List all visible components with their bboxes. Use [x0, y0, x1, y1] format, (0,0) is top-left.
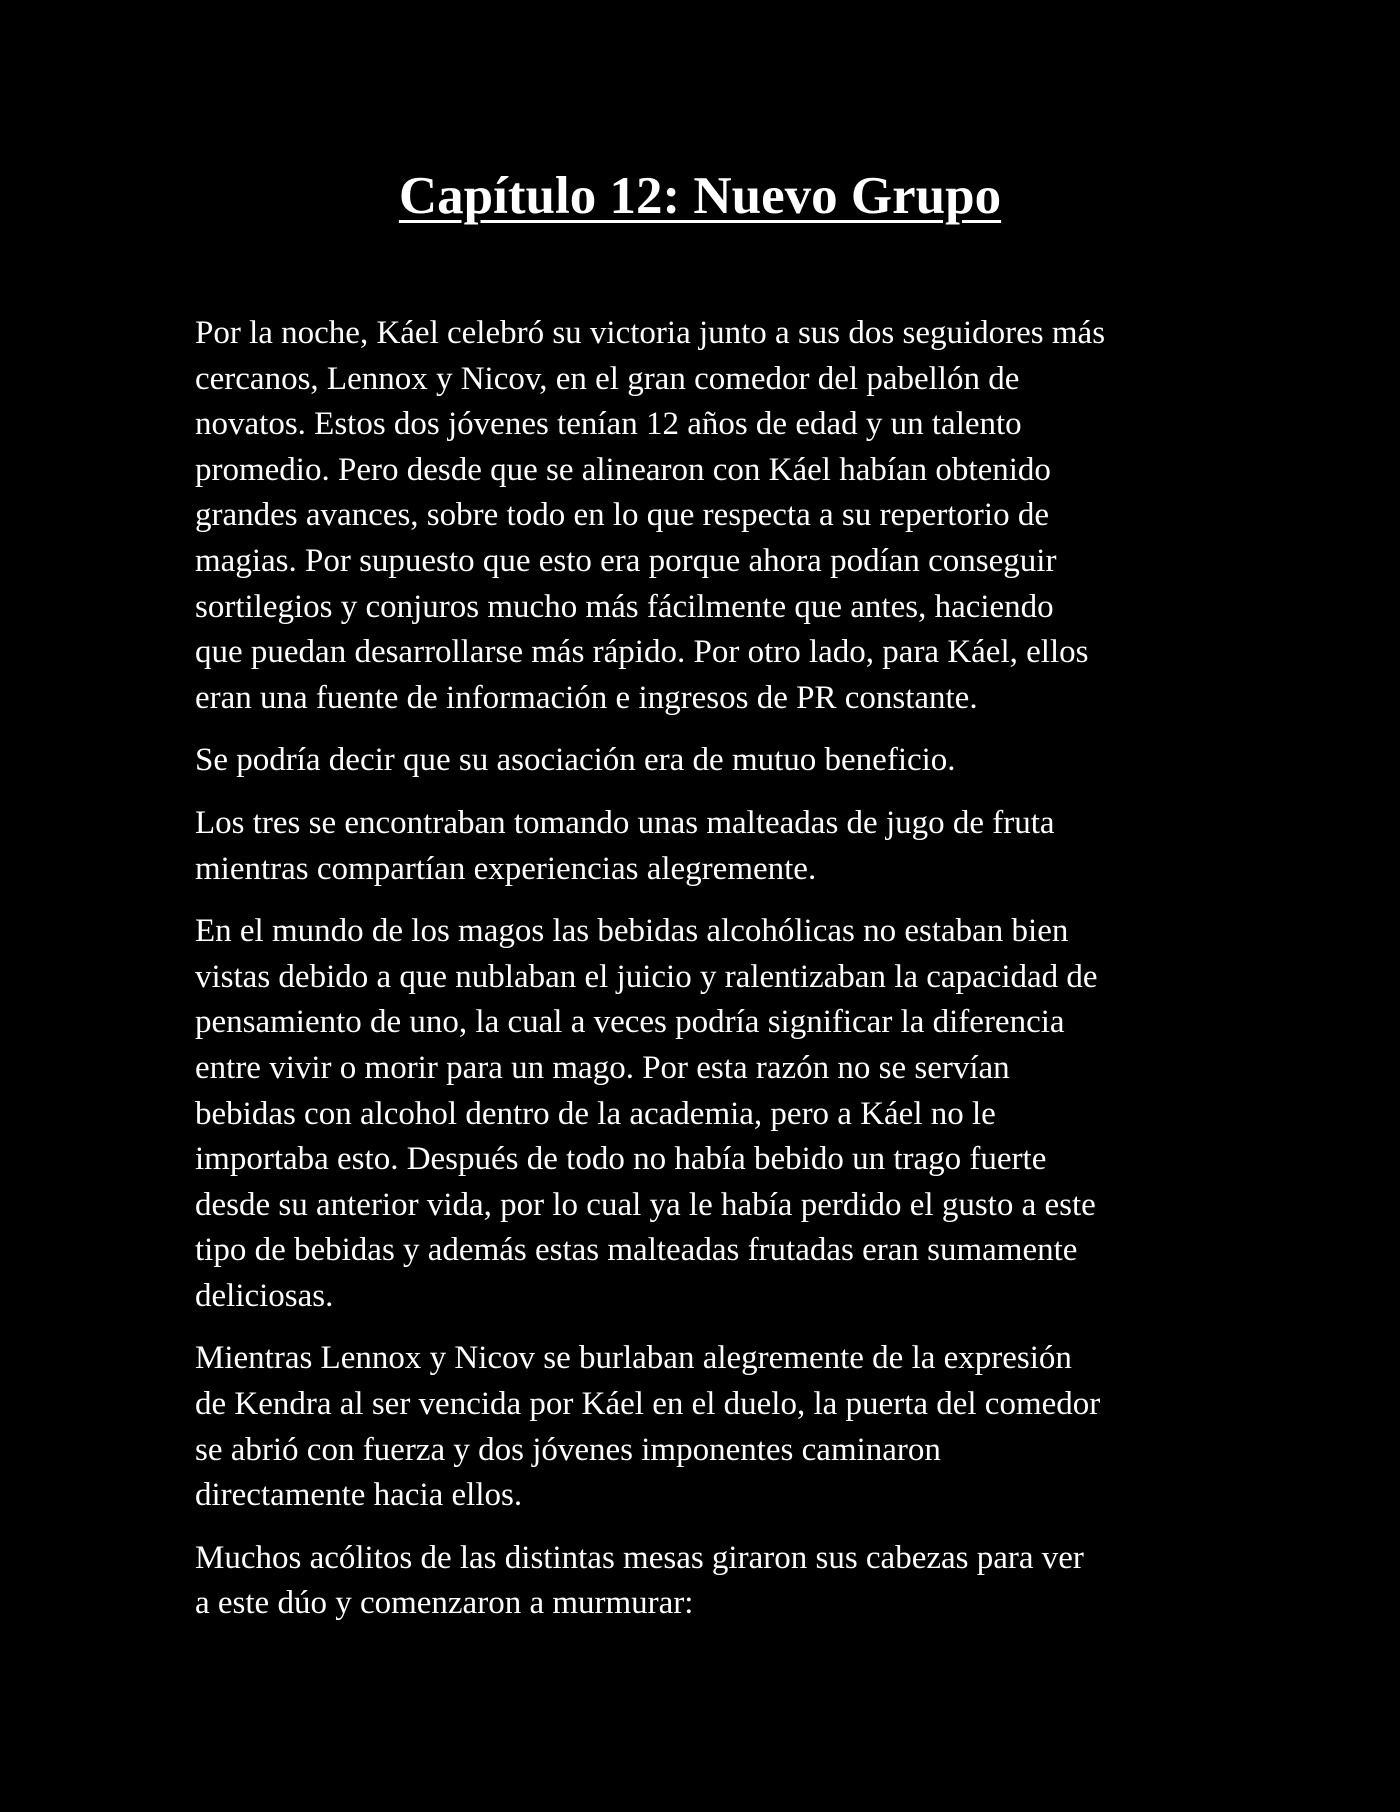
- paragraph-6: Muchos acólitos de las distintas mesas giraron sus cabezas para ver a este dúo y comenzaron a murmurar:: [195, 1539, 1084, 1622]
- paragraph-2: Se podría decir que su asociación era de mutuo beneficio.: [195, 742, 956, 779]
- chapter-body: [195, 311, 1215, 1644]
- paragraph-5: Mientras Lennox y Nicov se burlaban alegremente de la expresión de Kendra al ser vencida por Káel en el duelo, la puerta del comedor se abrió con fuerza y dos jóvenes imponentes caminaron directamente hacia ellos.: [195, 1340, 1101, 1514]
- paragraph-3: Los tres se encontraban tomando unas malteadas de jugo de fruta mientras compartían experiencias alegremente.: [195, 804, 1055, 887]
- paragraph-4: En el mundo de los magos las bebidas alcohólicas no estaban bien vistas debido a que nublaban el juicio y ralentizaban la capacidad de pensamiento de uno, la cual a veces podría significar la diferencia entre vivir o morir para un mago. Por esta razón no se servían bebidas con alcohol dentro de la academia, pero a Káel no le importaba esto. Después de todo no había bebido un trago fuerte desde su anterior vida, por lo cual ya le había perdido el gusto a este tipo de bebidas y además estas malteadas frutadas eran sumamente deliciosas.: [195, 913, 1098, 1314]
- paragraph-1: Por la noche, Káel celebró su victoria junto a sus dos seguidores más cercanos, Lennox y Nicov, en el gran comedor del pabellón de novatos. Estos dos jóvenes tenían 12 años de edad y un talento promedio. Pero desde que se alinearon con Káel habían obtenido grandes avances, sobre todo en lo que respecta a su repertorio de magias. Por supuesto que esto era porque ahora podían conseguir sortilegios y conjuros mucho más fácilmente que antes, haciendo que puedan desarrollarse más rápido. Por otro lado, para Káel, ellos eran una fuente de información e ingresos de PR constante.: [195, 315, 1106, 716]
- chapter-title: Capítulo 12: Nuevo Grupo: [398, 167, 1002, 225]
